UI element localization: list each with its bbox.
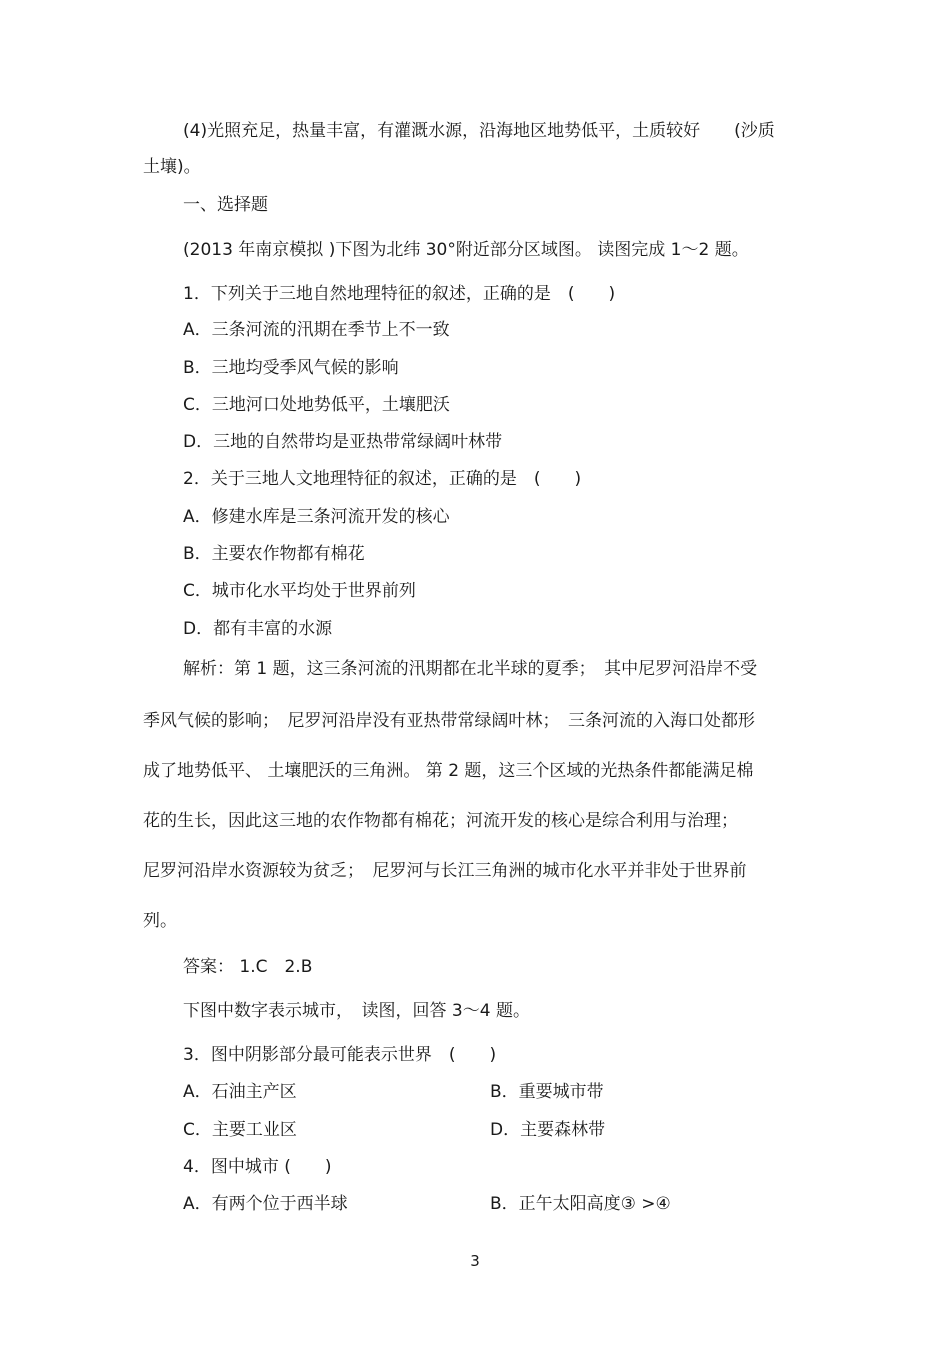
q1-option-a: A．三条河流的汛期在季节上不一致 [183, 320, 450, 340]
analysis-line-5: 尼罗河沿岸水资源较为贫乏； 尼罗河与长江三角洲的城市化水平并非处于世界前 [143, 861, 747, 881]
q2-option-a: A．修建水库是三条河流开发的核心 [183, 507, 450, 527]
q1-option-d: D．三地的自然带均是亚热带常绿阔叶林带 [183, 432, 503, 452]
q4-stem: 4．图中城市 ( ) [183, 1157, 332, 1177]
q1-option-b: B．三地均受季风气候的影响 [183, 358, 399, 378]
q3-stem: 3．图中阴影部分最可能表示世界 ( ) [183, 1045, 497, 1065]
q1-stem: 1．下列关于三地自然地理特征的叙述，正确的是 ( ) [183, 284, 616, 304]
q3-option-c: C．主要工业区 [183, 1120, 297, 1140]
analysis-line-3: 成了地势低平、 土壤肥沃的三角洲。 第 2 题，这三个区域的光热条件都能满足棉 [143, 761, 754, 781]
intro-line-1: (4)光照充足，热量丰富，有灌溉水源，沿海地区地势低平，土质较好 (沙质 [183, 121, 775, 141]
q2-option-c: C．城市化水平均处于世界前列 [183, 581, 416, 601]
q2-option-b: B．主要农作物都有棉花 [183, 544, 365, 564]
analysis-line-6: 列。 [143, 911, 177, 931]
group2-intro: 下图中数字表示城市， 读图，回答 3～4 题。 [183, 1001, 530, 1021]
q1-option-c: C．三地河口处地势低平，土壤肥沃 [183, 395, 450, 415]
analysis-line-1: 解析：第 1 题，这三条河流的汛期都在北半球的夏季； 其中尼罗河沿岸不受 [183, 659, 758, 679]
q2-stem: 2．关于三地人文地理特征的叙述，正确的是 ( ) [183, 469, 582, 489]
group1-intro: (2013 年南京模拟 )下图为北纬 30°附近部分区域图。 读图完成 1～2 题。 [183, 240, 749, 260]
q2-option-d: D．都有丰富的水源 [183, 619, 333, 639]
q3-option-a: A．石油主产区 [183, 1082, 297, 1102]
answer-line: 答案： 1.C 2.B [183, 957, 313, 977]
page-number: 3 [470, 1252, 480, 1270]
section-title: 一、选择题 [183, 195, 268, 215]
intro-line-2: 土壤)。 [143, 157, 201, 177]
analysis-line-2: 季风气候的影响； 尼罗河沿岸没有亚热带常绿阔叶林； 三条河流的入海口处都形 [143, 711, 755, 731]
q3-option-d: D．主要森林带 [490, 1120, 606, 1140]
q3-option-b: B．重要城市带 [490, 1082, 604, 1102]
q4-option-a: A．有两个位于西半球 [183, 1194, 348, 1214]
q4-option-b: B．正午太阳高度③ >④ [490, 1194, 671, 1214]
analysis-line-4: 花的生长，因此这三地的农作物都有棉花；河流开发的核心是综合利用与治理； [143, 811, 738, 831]
